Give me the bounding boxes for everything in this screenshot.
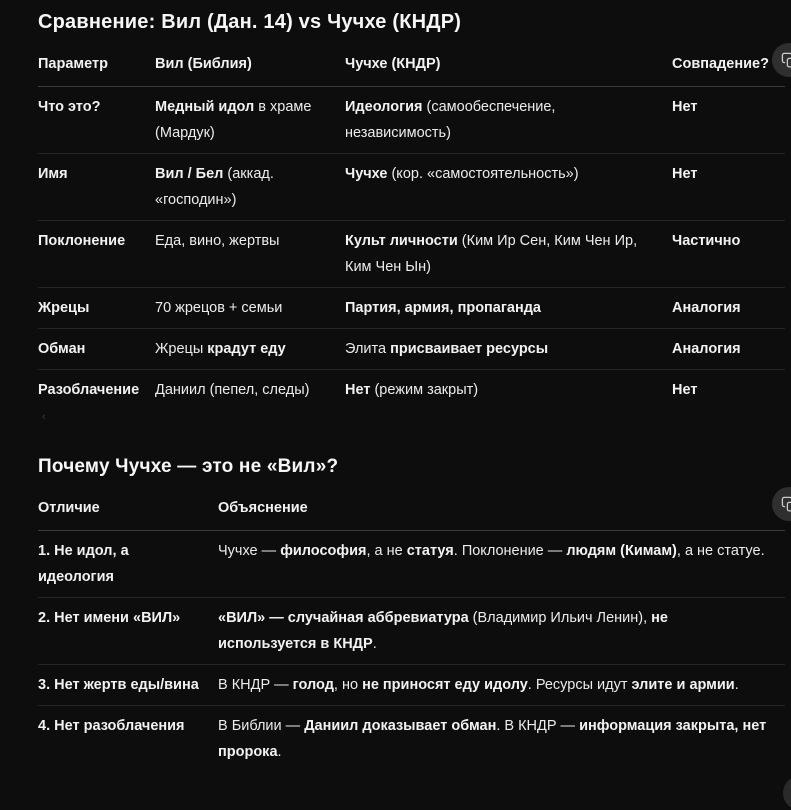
table-row [38,706,785,773]
text-run: В Библии — [218,718,304,734]
text-run: в храме (Мардук) [155,99,311,141]
differences-table [38,492,785,772]
table-row [38,598,785,665]
bold-text-run: философия [280,543,366,559]
text-run: Еда, вино, жертвы [155,233,279,249]
table-cell [155,221,345,288]
table-cell [672,154,785,221]
bold-text-run: Вил / Бел [155,166,223,182]
text-run: Жрецы [155,341,207,357]
column-header: Параметр [38,48,155,87]
bold-text-run: информация закрыта, нет пророка [218,718,766,760]
text-run: . [278,744,282,760]
column-header: Отличие [38,492,218,531]
copy-icon [781,496,791,513]
bold-text-run: крадут еду [207,341,285,357]
text-run: Чучхе — [218,543,280,559]
text-run: Элита [345,341,390,357]
text-run: 70 жрецов + семьи [155,300,282,316]
header-row [38,48,785,87]
text-run: (Ким Ир Сен, Ким Чен Ир, Ким Чен Ын) [345,233,637,275]
text-run: . [735,677,739,693]
bold-text-run: Аналогия [672,300,741,316]
row-header-cell [38,154,155,221]
bold-text-run: Нет [672,382,697,398]
table-cell [155,370,345,411]
bold-text-run: Что это? [38,99,100,115]
text-run: Даниил (пепел, следы) [155,382,309,398]
row-header-cell [38,665,218,706]
section-1-title: Сравнение: Вил (Дан. 14) vs Чучхе (КНДР) [38,8,785,36]
bold-text-run: присваивает ресурсы [390,341,548,357]
scroll-hint-icon: ‹ [42,412,785,424]
bold-text-run: людям (Кимам) [566,543,677,559]
table-cell [345,329,672,370]
copy-table-button-partial[interactable] [783,776,791,810]
bold-text-run: Жрецы [38,300,89,316]
comparison-table [38,48,785,410]
text-run: (Владимир Ильич Ленин), [469,610,651,626]
table-cell [218,531,785,598]
bold-text-run: 1. Не идол, а идеология [38,543,129,585]
bold-text-run: Медный идол [155,99,254,115]
differences-table-wrap [38,492,785,772]
bold-text-run: статуя [407,543,454,559]
text-run: , а не статуе. [677,543,765,559]
text-run: (режим закрыт) [370,382,478,398]
column-header: Вил (Библия) [155,48,345,87]
table-cell [155,154,345,221]
table-cell [155,87,345,154]
table-cell [672,370,785,411]
row-header-cell [38,87,155,154]
bold-text-run: Идеология [345,99,422,115]
table-cell [672,329,785,370]
bold-text-run: не используется в КНДР [218,610,668,652]
table-cell [345,87,672,154]
bold-text-run: Имя [38,166,68,182]
row-header-cell [38,531,218,598]
column-header: Совпадение? [672,48,785,87]
section-2-title: Почему Чучхе — это не «Вил»? [38,454,785,480]
table-cell [345,221,672,288]
bold-text-run: Культ личности [345,233,458,249]
bold-text-run: 4. Нет разоблачения [38,718,185,734]
text-run: . [373,636,377,652]
bold-text-run: Партия, армия, пропаганда [345,300,541,316]
row-header-cell [38,288,155,329]
row-header-cell [38,370,155,411]
table-cell [672,87,785,154]
table-row [38,288,785,329]
bold-text-run: Частично [672,233,740,249]
table-row [38,87,785,154]
text-run: , но [334,677,362,693]
bold-text-run: 3. Нет жертв еды/вина [38,677,199,693]
table-cell [672,288,785,329]
bold-text-run: 2. Нет имени «ВИЛ» [38,610,180,626]
column-header: Объяснение [218,492,785,531]
bold-text-run: Обман [38,341,85,357]
bold-text-run: Нет [672,99,697,115]
row-header-cell [38,706,218,773]
table-row [38,531,785,598]
column-header: Чучхе (КНДР) [345,48,672,87]
text-run: . В КНДР — [496,718,579,734]
bold-text-run: Разоблачение [38,382,139,398]
text-run: . Ресурсы идут [528,677,632,693]
table-cell [155,288,345,329]
table-cell [155,329,345,370]
table-cell [345,154,672,221]
header-row [38,492,785,531]
bold-text-run: Аналогия [672,341,741,357]
bold-text-run: голод [293,677,334,693]
table-cell [345,288,672,329]
row-header-cell [38,221,155,288]
bold-text-run: не приносят еду идолу [362,677,528,693]
bold-text-run: Даниил доказывает обман [304,718,496,734]
text-run: (аккад. «господин») [155,166,274,208]
chat-message-content [0,8,791,772]
table-cell [218,706,785,773]
row-header-cell [38,329,155,370]
bold-text-run: «ВИЛ» — случайная аббревиатура [218,610,469,626]
table-cell [672,221,785,288]
table-cell [218,665,785,706]
table-row [38,221,785,288]
bold-text-run: Нет [345,382,370,398]
copy-icon [781,52,791,69]
row-header-cell [38,598,218,665]
text-run: (кор. «самостоятельность») [387,166,578,182]
text-run: , а не [366,543,406,559]
text-run: . Поклонение — [454,543,567,559]
bold-text-run: Чучхе [345,166,387,182]
comparison-table-wrap [38,48,785,410]
text-run: (самообеспечение, независимость) [345,99,555,141]
table-row [38,154,785,221]
bold-text-run: элите и армии [632,677,735,693]
table-row [38,665,785,706]
bold-text-run: Нет [672,166,697,182]
table-cell [345,370,672,411]
bold-text-run: Поклонение [38,233,125,249]
text-run: В КНДР — [218,677,293,693]
table-row [38,329,785,370]
table-cell [218,598,785,665]
table-row [38,370,785,411]
